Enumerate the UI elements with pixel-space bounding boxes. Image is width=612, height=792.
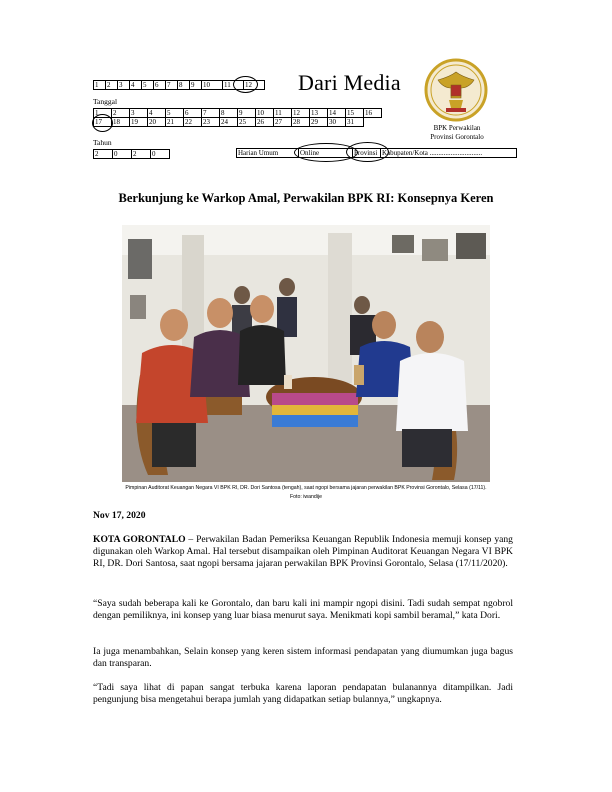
year-grid: [93, 149, 170, 159]
logo-caption: [412, 124, 502, 142]
garuda-emblem-icon: [424, 58, 488, 122]
day-cell-8: 8: [220, 109, 238, 118]
day-cell-19: 19: [130, 118, 148, 127]
day-cell-24: 24: [220, 118, 238, 127]
day-cell-18: 18: [112, 118, 130, 127]
month-cell-5: 5: [142, 81, 154, 90]
month-cell-3: 3: [118, 81, 130, 90]
day-cell-31: 31: [346, 118, 364, 127]
month-cell-9: 9: [190, 81, 202, 90]
year-digit-0: 0: [113, 150, 132, 159]
month-cell-7: 7: [166, 81, 178, 90]
day-cell-22: 22: [184, 118, 202, 127]
day-cell-6: 6: [184, 109, 202, 118]
month-cell-1: 1: [94, 81, 106, 90]
day-cell-10: 10: [256, 109, 274, 118]
dateline: KOTA GORONTALO: [93, 534, 186, 545]
month-cell-11: 11: [223, 81, 244, 90]
tahun-label: Tahun: [93, 138, 112, 147]
photo-caption: Pimpinan Auditorat Keuangan Negara VI BPK RI, DR. Dori Santosa (tengah), saat ngopi bersama jajaran perwakilan BPK Provinsi Gorontalo, Selasa (17/11).: [125, 485, 487, 491]
day-cell-4: 4: [148, 109, 166, 118]
logo-caption-line1: BPK Perwakilan: [433, 124, 481, 132]
provinsi-circle: [346, 142, 389, 162]
media-provinsi: Provinsi: [353, 149, 381, 158]
day-cell-23: 23: [202, 118, 220, 127]
month-11-circle: [233, 76, 258, 93]
paragraph-2: “Saya sudah beberapa kali ke Gorontalo, dan baru kali ini mampir ngopi disini. Tadi sudah sempat ngobrol dengan pemiliknya, ini konsep yang luar biasa menurut saya. Menikmati kopi sambil beramal,” kata Dori.: [93, 598, 513, 622]
day-cell-12: 12: [292, 109, 310, 118]
day-cell-1: 1: [94, 109, 112, 118]
month-cell-8: 8: [178, 81, 190, 90]
month-cell-10: 10: [202, 81, 223, 90]
logo-caption-line2: Provinsi Gorontalo: [430, 133, 484, 141]
day-17-circle: [92, 114, 113, 132]
day-cell-30: 30: [328, 118, 346, 127]
day-cell-29: 29: [310, 118, 328, 127]
photo-credit: Foto: iwandije: [289, 494, 322, 500]
day-cell-16: 16: [364, 109, 382, 118]
year-digit-2: 2: [132, 150, 151, 159]
media-online: Online: [299, 149, 353, 158]
month-cell-6: 6: [154, 81, 166, 90]
paragraph-1: [93, 534, 513, 571]
media-harian-umum: Harian Umum: [237, 149, 299, 158]
day-cell-28: 28: [292, 118, 310, 127]
month-cell-2: 2: [106, 81, 118, 90]
day-cell-7: 7: [202, 109, 220, 118]
month-cell-4: 4: [130, 81, 142, 90]
article-photo: [122, 225, 490, 482]
day-cell-25: 25: [238, 118, 256, 127]
day-cell-21: 21: [166, 118, 184, 127]
paragraph-4: “Tadi saya lihat di papan sangat terbuka karena laporan pendapatan bulanannya ditampilkan. Jadi pengunjung bisa mengetahui berapa jumlah yang didapatkan setiap bulannya,” ungkapnya.: [93, 682, 513, 706]
year-digit-2: 2: [94, 150, 113, 159]
day-cell-11: 11: [274, 109, 292, 118]
bpk-logo: [424, 58, 488, 122]
month-cell-12: 12: [244, 81, 265, 90]
day-cell-17: 17: [94, 118, 112, 127]
day-cell-14: 14: [328, 109, 346, 118]
paragraph-1-text: – Perwakilan Badan Pemeriksa Keuangan Republik Indonesia memuji konsep yang digunakan oleh Warkop Amal. Hal tersebut disampaikan oleh Pimpinan Auditorat Keuangan Negara VI BPK RI, DR. Dori Santosa, saat ngopi bersama jajaran perwakilan BPK Provinsi Gorontalo, Selasa (17/11/2020).: [93, 534, 513, 570]
day-cell-5: 5: [166, 109, 184, 118]
page-title: Dari Media: [298, 70, 401, 95]
day-cell-15: 15: [346, 109, 364, 118]
day-cell-26: 26: [256, 118, 274, 127]
day-cell-2: 2: [112, 109, 130, 118]
media-kabupaten: Kabupaten/Kota ..............................: [381, 149, 517, 158]
day-cell-13: 13: [310, 109, 328, 118]
day-cell-3: 3: [130, 109, 148, 118]
tanggal-label: Tanggal: [93, 97, 118, 106]
day-cell-27: 27: [274, 118, 292, 127]
day-cell-9: 9: [238, 109, 256, 118]
year-digit-0: 0: [151, 150, 170, 159]
day-cell-20: 20: [148, 118, 166, 127]
article-date: Nov 17, 2020: [93, 510, 146, 521]
article-headline: Berkunjung ke Warkop Amal, Perwakilan BPK RI: Konsepnya Keren: [118, 191, 494, 205]
day-grid: [93, 108, 382, 127]
paragraph-3: Ia juga menambahkan, Selain konsep yang keren sistem informasi pendapatan yang diumumkan juga bagus dan transparan.: [93, 646, 513, 670]
